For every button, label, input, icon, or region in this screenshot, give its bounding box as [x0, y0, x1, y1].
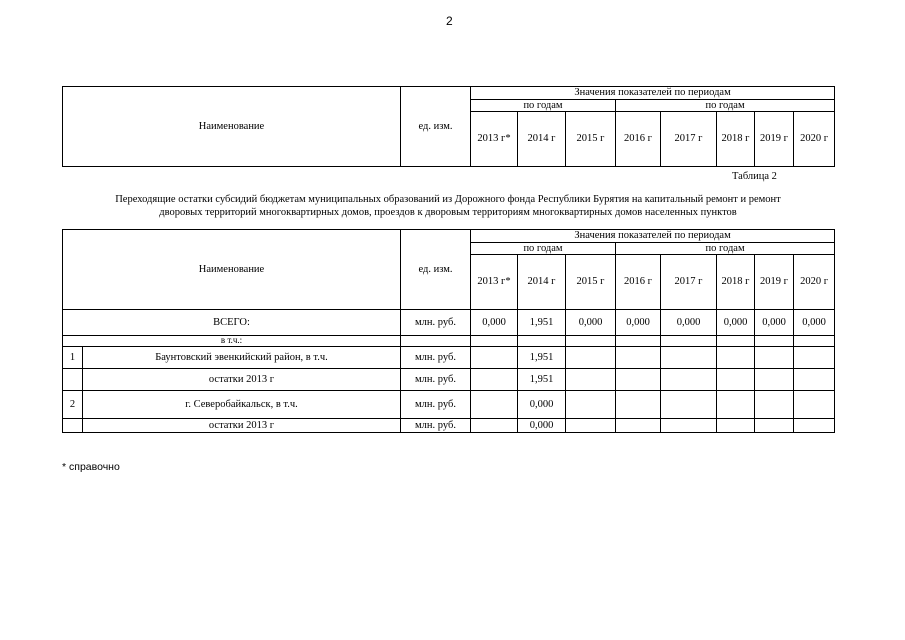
caption-line: Переходящие остатки субсидий бюджетам муниципальных образований из Дорожного фонда Республики Бурятия на капитальный ремонт и ремонт — [115, 194, 781, 205]
row-number: 1 — [63, 346, 83, 368]
empty-cell — [566, 336, 616, 347]
year-header: 2018 г — [717, 112, 755, 167]
row-value — [566, 368, 616, 390]
row-value — [471, 346, 518, 368]
row-value — [471, 368, 518, 390]
row-value — [616, 418, 661, 432]
row-name: Баунтовский эвенкийский район, в т.ч. — [83, 346, 401, 368]
column-header-values: Значения показателей по периодам — [471, 230, 835, 243]
table-label: Таблица 2 — [732, 171, 777, 182]
row-value: 0,000 — [518, 418, 566, 432]
total-unit: млн. руб. — [401, 310, 471, 336]
caption-line: дворовых территорий многоквартирных домов, проездов к дворовым территориям многоквартирных домов населенных пунктов — [159, 207, 737, 218]
row-value — [616, 390, 661, 418]
column-header-by-years: по годам — [616, 99, 835, 112]
row-value — [794, 346, 835, 368]
row-unit: млн. руб. — [401, 418, 471, 432]
empty-cell — [661, 336, 717, 347]
year-header: 2020 г — [794, 255, 835, 310]
year-header: 2013 г* — [471, 255, 518, 310]
column-header-name: Наименование — [63, 230, 401, 310]
row-name: остатки 2013 г — [83, 418, 401, 432]
row-number: 2 — [63, 390, 83, 418]
row-value — [794, 390, 835, 418]
total-value: 0,000 — [471, 310, 518, 336]
row-value: 1,951 — [518, 368, 566, 390]
total-value: 1,951 — [518, 310, 566, 336]
row-unit: млн. руб. — [401, 368, 471, 390]
total-value: 0,000 — [717, 310, 755, 336]
row-value — [566, 418, 616, 432]
year-header: 2014 г — [518, 112, 566, 167]
year-header: 2019 г — [755, 255, 794, 310]
table-row — [63, 418, 835, 432]
year-header: 2016 г — [616, 112, 661, 167]
including-label: в т.ч.: — [63, 336, 401, 347]
row-value — [566, 346, 616, 368]
column-header-unit: ед. изм. — [401, 230, 471, 310]
total-value: 0,000 — [566, 310, 616, 336]
table-row-total — [63, 310, 835, 336]
row-value — [661, 368, 717, 390]
total-value: 0,000 — [661, 310, 717, 336]
year-header: 2020 г — [794, 112, 835, 167]
footnote: * справочно — [62, 461, 120, 473]
empty-cell — [471, 336, 518, 347]
row-value — [566, 390, 616, 418]
table-row — [63, 390, 835, 418]
empty-cell — [755, 336, 794, 347]
total-label: ВСЕГО: — [63, 310, 401, 336]
row-unit: млн. руб. — [401, 346, 471, 368]
empty-cell — [518, 336, 566, 347]
row-value — [794, 368, 835, 390]
table-row-including — [63, 336, 835, 347]
row-name: остатки 2013 г — [83, 368, 401, 390]
row-value — [755, 346, 794, 368]
row-value — [661, 418, 717, 432]
empty-cell — [717, 336, 755, 347]
year-header: 2014 г — [518, 255, 566, 310]
column-header-name: Наименование — [63, 87, 401, 167]
row-value — [717, 368, 755, 390]
row-value — [661, 346, 717, 368]
table-row — [63, 346, 835, 368]
row-value — [717, 390, 755, 418]
page-number: 2 — [446, 14, 453, 28]
row-value: 1,951 — [518, 346, 566, 368]
year-header: 2019 г — [755, 112, 794, 167]
row-value — [616, 346, 661, 368]
row-value — [616, 368, 661, 390]
row-value — [471, 418, 518, 432]
row-value — [661, 390, 717, 418]
empty-cell — [401, 336, 471, 347]
total-value: 0,000 — [794, 310, 835, 336]
year-header: 2015 г — [566, 255, 616, 310]
row-value — [755, 390, 794, 418]
year-header: 2017 г — [661, 112, 717, 167]
column-header-unit: ед. изм. — [401, 87, 471, 167]
table-row — [63, 368, 835, 390]
row-value — [755, 418, 794, 432]
year-header: 2013 г* — [471, 112, 518, 167]
empty-cell — [616, 336, 661, 347]
row-value — [471, 390, 518, 418]
header-table — [62, 86, 835, 167]
total-value: 0,000 — [616, 310, 661, 336]
year-header: 2018 г — [717, 255, 755, 310]
row-value — [717, 346, 755, 368]
column-header-by-years: по годам — [471, 99, 616, 112]
empty-cell — [794, 336, 835, 347]
total-value: 0,000 — [755, 310, 794, 336]
row-unit: млн. руб. — [401, 390, 471, 418]
row-value: 0,000 — [518, 390, 566, 418]
row-number — [63, 418, 83, 432]
row-value — [794, 418, 835, 432]
year-header: 2017 г — [661, 255, 717, 310]
year-header: 2015 г — [566, 112, 616, 167]
row-value — [755, 368, 794, 390]
column-header-values: Значения показателей по периодам — [471, 87, 835, 100]
table-caption — [62, 193, 834, 219]
column-header-by-years: по годам — [616, 242, 835, 255]
row-value — [717, 418, 755, 432]
data-table — [62, 229, 835, 433]
year-header: 2016 г — [616, 255, 661, 310]
column-header-by-years: по годам — [471, 242, 616, 255]
row-number — [63, 368, 83, 390]
row-name: г. Северобайкальск, в т.ч. — [83, 390, 401, 418]
